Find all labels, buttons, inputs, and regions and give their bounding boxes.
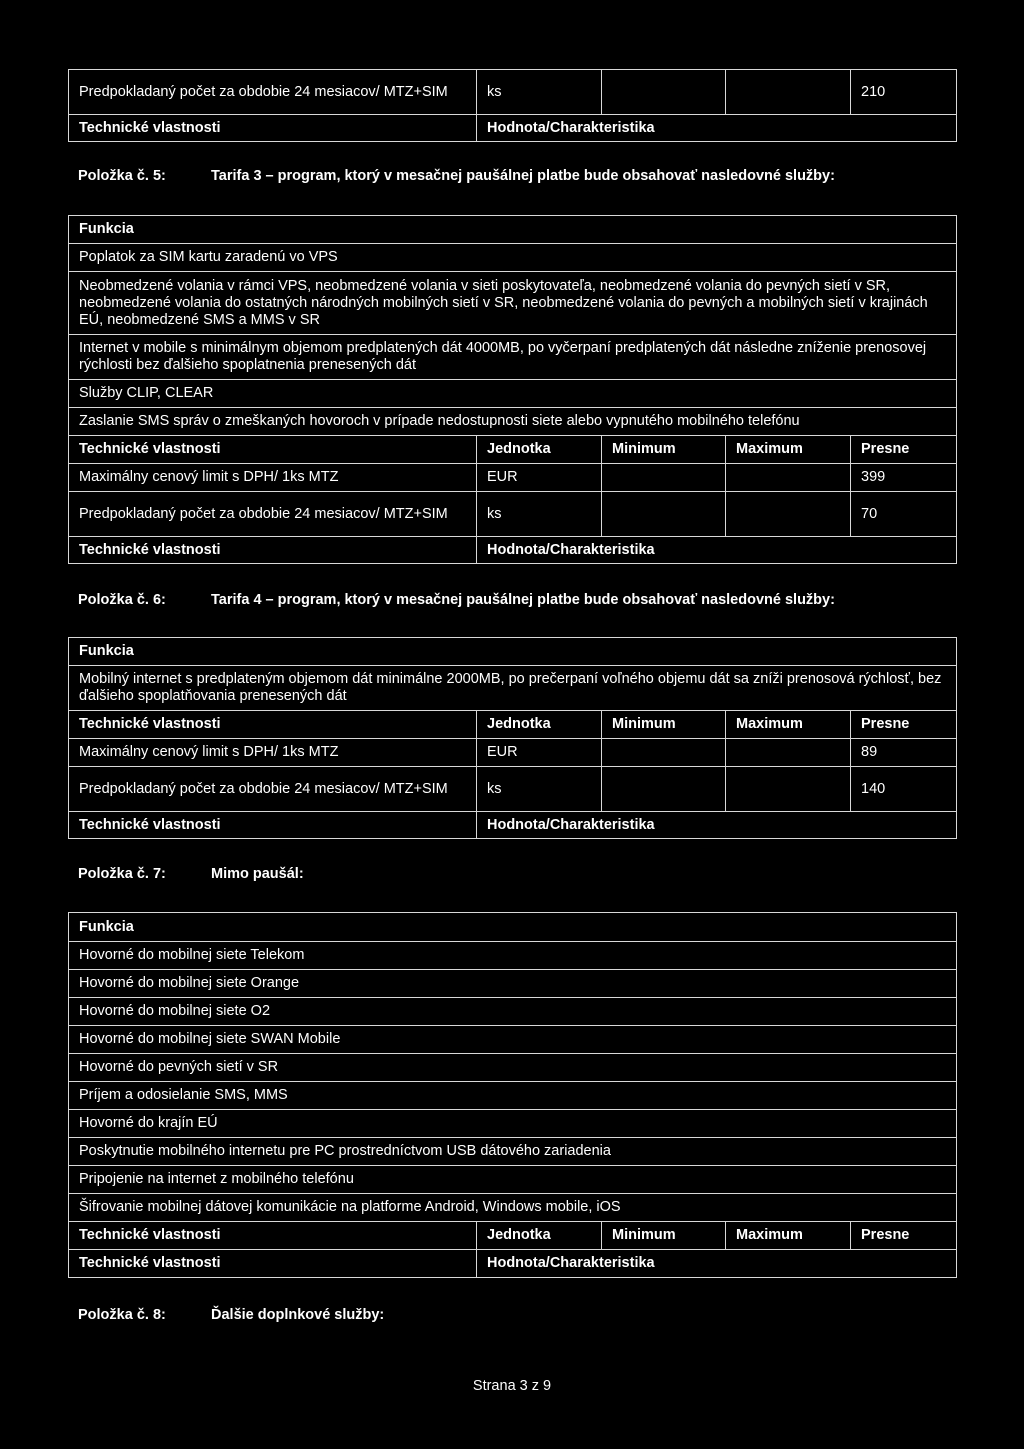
tech-label: Technické vlastnosti	[69, 436, 477, 464]
tech-value-header-row	[69, 1250, 957, 1278]
col-exact: Presne	[851, 1222, 957, 1250]
function-row: Poskytnutie mobilného internetu pre PC prostredníctvom USB dátového zariadenia	[69, 1138, 957, 1166]
columns-header-row	[69, 436, 957, 464]
function-row: Šifrovanie mobilnej dátovej komunikácie na platforme Android, Windows mobile, iOS	[69, 1194, 957, 1222]
price-value: 89	[851, 739, 957, 767]
price-value: 399	[851, 464, 957, 492]
value-label: Hodnota/Charakteristika	[477, 1250, 957, 1278]
function-row: Zaslanie SMS správ o zmeškaných hovoroch v prípade nedostupnosti siete alebo vypnutého mobilného telefónu	[69, 408, 957, 436]
page-number: Strana 3 z 9	[472, 1378, 552, 1394]
tech-label: Technické vlastnosti	[69, 537, 477, 564]
count-value: 70	[851, 492, 957, 537]
function-row: Mobilný internet s predplateným objemom dát minimálne 2000MB, po prečerpaní voľného objemu dát sa zníži prenosová rýchlosť, bez ďalšieho spoplatňovania prenesených dát	[69, 666, 957, 711]
function-row: Hovorné do mobilnej siete Orange	[69, 970, 957, 998]
tech-value-header-row	[69, 537, 957, 564]
item6-label: Položka č. 6:	[78, 592, 166, 608]
item5-label: Položka č. 5:	[78, 168, 166, 184]
count-unit: ks	[477, 70, 602, 115]
col-unit: Jednotka	[477, 711, 602, 739]
funkcia-header: Funkcia	[69, 216, 957, 244]
col-exact: Presne	[851, 711, 957, 739]
col-max: Maximum	[726, 711, 851, 739]
tech-label: Technické vlastnosti	[69, 1250, 477, 1278]
value-label: Hodnota/Charakteristika	[477, 537, 957, 564]
function-row: Internet v mobile s minimálnym objemom predplatených dát 4000MB, po vyčerpaní predplatených dát následne zníženie prenosovej rýchlosti bez ďalšieho spoplatnenia prenesených dát	[69, 335, 957, 380]
function-row: Príjem a odosielanie SMS, MMS	[69, 1082, 957, 1110]
count-row	[69, 767, 957, 812]
funkcia-header: Funkcia	[69, 638, 957, 666]
function-row: Hovorné do mobilnej siete O2	[69, 998, 957, 1026]
item5-title: Tarifa 3 – program, ktorý v mesačnej paušálnej platbe bude obsahovať nasledovné služby:	[211, 168, 835, 184]
tech-value-header-row	[69, 812, 957, 839]
tech-label: Technické vlastnosti	[69, 711, 477, 739]
col-max: Maximum	[726, 1222, 851, 1250]
function-row: Poplatok za SIM kartu zaradenú vo VPS	[69, 244, 957, 272]
tech-label: Technické vlastnosti	[69, 1222, 477, 1250]
col-unit: Jednotka	[477, 436, 602, 464]
columns-header-row	[69, 1222, 957, 1250]
function-row: Neobmedzené volania v rámci VPS, neobmedzené volania v sieti poskytovateľa, neobmedzené volania do pevných sietí v SR, neobmedzené volania do ostatných národných mobilných sietí v SR, neobmedzené volania do pevných a mobilných sietí v krajinách EÚ, neobmedzené SMS a MMS v SR	[69, 272, 957, 335]
count-value: 210	[851, 70, 957, 115]
tech-value-header-row	[69, 115, 957, 142]
price-label: Maximálny cenový limit s DPH/ 1ks MTZ	[69, 464, 477, 492]
funkcia-header: Funkcia	[69, 913, 957, 942]
count-label: Predpokladaný počet za obdobie 24 mesiacov/ MTZ+SIM	[69, 70, 477, 115]
col-unit: Jednotka	[477, 1222, 602, 1250]
item5-table	[68, 215, 957, 564]
function-row: Hovorné do mobilnej siete Telekom	[69, 942, 957, 970]
function-row: Hovorné do krajín EÚ	[69, 1110, 957, 1138]
tech-label: Technické vlastnosti	[69, 115, 477, 142]
price-row	[69, 464, 957, 492]
col-min: Minimum	[602, 711, 726, 739]
count-label: Predpokladaný počet za obdobie 24 mesiacov/ MTZ+SIM	[69, 492, 477, 537]
item8-label: Položka č. 8:	[78, 1307, 166, 1323]
function-row: Služby CLIP, CLEAR	[69, 380, 957, 408]
function-row: Hovorné do pevných sietí v SR	[69, 1054, 957, 1082]
col-min: Minimum	[602, 436, 726, 464]
col-min: Minimum	[602, 1222, 726, 1250]
value-label: Hodnota/Charakteristika	[477, 115, 957, 142]
col-max: Maximum	[726, 436, 851, 464]
item7-label: Položka č. 7:	[78, 866, 166, 882]
function-row: Pripojenie na internet z mobilného telefónu	[69, 1166, 957, 1194]
count-label: Predpokladaný počet za obdobie 24 mesiacov/ MTZ+SIM	[69, 767, 477, 812]
count-row	[69, 70, 957, 115]
item7-title: Mimo paušál:	[211, 866, 304, 882]
price-row	[69, 739, 957, 767]
price-unit: EUR	[477, 464, 602, 492]
columns-header-row	[69, 711, 957, 739]
count-row	[69, 492, 957, 537]
count-value: 140	[851, 767, 957, 812]
item8-title: Ďalšie doplnkové služby:	[211, 1307, 385, 1323]
item6-title: Tarifa 4 – program, ktorý v mesačnej paušálnej platbe bude obsahovať nasledovné služby:	[211, 592, 835, 608]
value-label: Hodnota/Charakteristika	[477, 812, 957, 839]
tech-label: Technické vlastnosti	[69, 812, 477, 839]
count-unit: ks	[477, 492, 602, 537]
item7-table	[68, 912, 957, 1278]
col-exact: Presne	[851, 436, 957, 464]
item6-table	[68, 637, 957, 839]
count-unit: ks	[477, 767, 602, 812]
price-label: Maximálny cenový limit s DPH/ 1ks MTZ	[69, 739, 477, 767]
price-unit: EUR	[477, 739, 602, 767]
function-row: Hovorné do mobilnej siete SWAN Mobile	[69, 1026, 957, 1054]
top-block-table	[68, 69, 957, 142]
